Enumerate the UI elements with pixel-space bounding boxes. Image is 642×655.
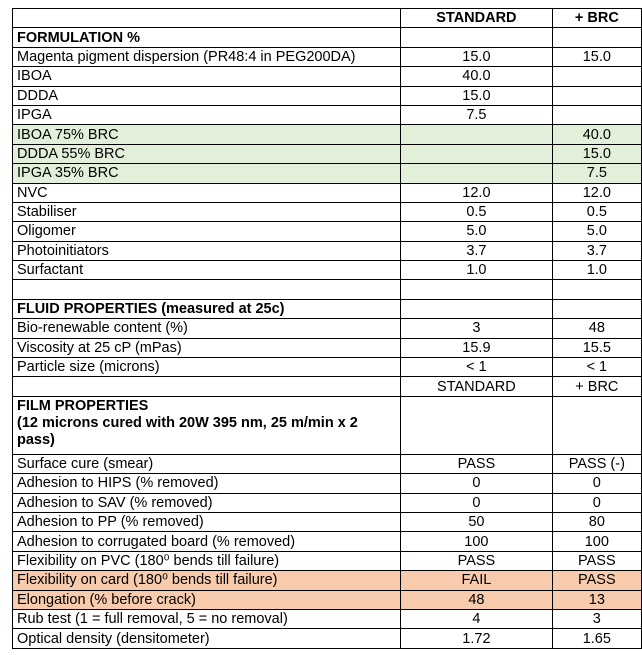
table-row [13,241,642,260]
brc-value: 0.5 [552,202,641,221]
table-row [13,629,642,648]
row-label: Optical density (densitometer) [13,629,401,648]
standard-value: 40.0 [401,67,553,86]
standard-value: 50 [401,512,553,531]
standard-value: 15.0 [401,47,553,66]
row-label: Flexibility on PVC (180⁰ bends till failure) [13,551,401,570]
standard-value [401,144,553,163]
table-row [13,338,642,357]
row-label: Surface cure (smear) [13,454,401,473]
brc-value: 3.7 [552,241,641,260]
empty-cell [401,396,553,454]
standard-value [401,164,553,183]
standard-value: 0 [401,474,553,493]
row-label: DDDA 55% BRC [13,144,401,163]
section-header-row [13,299,642,318]
subheader-standard: STANDARD [401,377,553,396]
row-label: IPGA 35% BRC [13,164,401,183]
row-label: Surfactant [13,261,401,280]
standard-value: 5.0 [401,222,553,241]
empty-cell [552,299,641,318]
row-label: Stabiliser [13,202,401,221]
empty-cell [401,299,553,318]
row-label: IBOA 75% BRC [13,125,401,144]
table-row [13,532,642,551]
table-row-highlighted [13,164,642,183]
brc-value: 40.0 [552,125,641,144]
table-row [13,47,642,66]
header-brc: + BRC [552,9,641,28]
row-label: Rub test (1 = full removal, 5 = no removal) [13,609,401,628]
table-row [13,261,642,280]
standard-value [401,125,553,144]
standard-value: 15.0 [401,86,553,105]
brc-value [552,67,641,86]
formulation-title: FORMULATION % [13,28,401,47]
brc-value: 15.0 [552,47,641,66]
brc-value: PASS [552,571,641,590]
brc-value: 0 [552,493,641,512]
brc-value: < 1 [552,358,641,377]
standard-value: 3 [401,319,553,338]
row-label: DDDA [13,86,401,105]
brc-value: 100 [552,532,641,551]
row-label: Photoinitiators [13,241,401,260]
row-label: Magenta pigment dispersion (PR48:4 in PEG200DA) [13,47,401,66]
brc-value: 12.0 [552,183,641,202]
table-row [13,202,642,221]
section-header-row [13,28,642,47]
table-row [13,474,642,493]
row-label: Adhesion to SAV (% removed) [13,493,401,512]
standard-value: 1.72 [401,629,553,648]
empty-cell [401,28,553,47]
row-label: Adhesion to PP (% removed) [13,512,401,531]
brc-value: 3 [552,609,641,628]
spacer-row [13,280,642,299]
brc-value: 7.5 [552,164,641,183]
table-row [13,67,642,86]
standard-value: < 1 [401,358,553,377]
row-label: Adhesion to HIPS (% removed) [13,474,401,493]
table-row-highlighted [13,125,642,144]
table-row [13,222,642,241]
brc-value: 80 [552,512,641,531]
standard-value: 0.5 [401,202,553,221]
brc-value: 48 [552,319,641,338]
standard-value: 15.9 [401,338,553,357]
standard-value: 100 [401,532,553,551]
brc-value [552,86,641,105]
standard-value: 0 [401,493,553,512]
empty-cell [401,280,553,299]
table-row [13,609,642,628]
brc-value: 15.5 [552,338,641,357]
standard-value: FAIL [401,571,553,590]
table-row [13,512,642,531]
table-row [13,551,642,570]
table-row [13,86,642,105]
header-empty-cell [13,9,401,28]
brc-value: 5.0 [552,222,641,241]
table-row-highlighted [13,571,642,590]
formulation-table [12,8,642,649]
brc-value: 0 [552,474,641,493]
standard-value: PASS [401,454,553,473]
standard-value: 1.0 [401,261,553,280]
empty-cell [552,396,641,454]
brc-value: 1.0 [552,261,641,280]
standard-value: 3.7 [401,241,553,260]
empty-cell [552,280,641,299]
table-row [13,493,642,512]
row-label: Oligomer [13,222,401,241]
section-header-row [13,396,642,454]
empty-cell [13,280,401,299]
subheader-brc: + BRC [552,377,641,396]
standard-value: 12.0 [401,183,553,202]
brc-value: 13 [552,590,641,609]
table-row [13,358,642,377]
brc-value: 1.65 [552,629,641,648]
empty-cell [552,28,641,47]
standard-value: 48 [401,590,553,609]
row-label: NVC [13,183,401,202]
brc-value: 15.0 [552,144,641,163]
brc-value [552,105,641,124]
row-label: IBOA [13,67,401,86]
table-row-highlighted [13,590,642,609]
film-properties-subtitle: (12 microns cured with 20W 395 nm, 25 m/min x 2 pass) [17,414,358,448]
header-standard: STANDARD [401,9,553,28]
standard-value: 7.5 [401,105,553,124]
standard-value: 4 [401,609,553,628]
row-label: Bio-renewable content (%) [13,319,401,338]
table-row-highlighted [13,144,642,163]
row-label: Adhesion to corrugated board (% removed) [13,532,401,551]
table-row [13,183,642,202]
table-row [13,105,642,124]
table-row [13,319,642,338]
row-label: Particle size (microns) [13,358,401,377]
row-label: Elongation (% before crack) [13,590,401,609]
subheader-row [13,377,642,396]
brc-value: PASS [552,551,641,570]
film-properties-title: FILM PROPERTIES [17,397,149,414]
brc-value: PASS (-) [552,454,641,473]
row-label: IPGA [13,105,401,124]
standard-value: PASS [401,551,553,570]
film-properties-heading [13,396,401,454]
fluid-properties-title: FLUID PROPERTIES (measured at 25c) [13,299,401,318]
row-label: Viscosity at 25 cP (mPas) [13,338,401,357]
table-row [13,454,642,473]
row-label: Flexibility on card (180⁰ bends till failure) [13,571,401,590]
table-header-row [13,9,642,28]
empty-cell [13,377,401,396]
